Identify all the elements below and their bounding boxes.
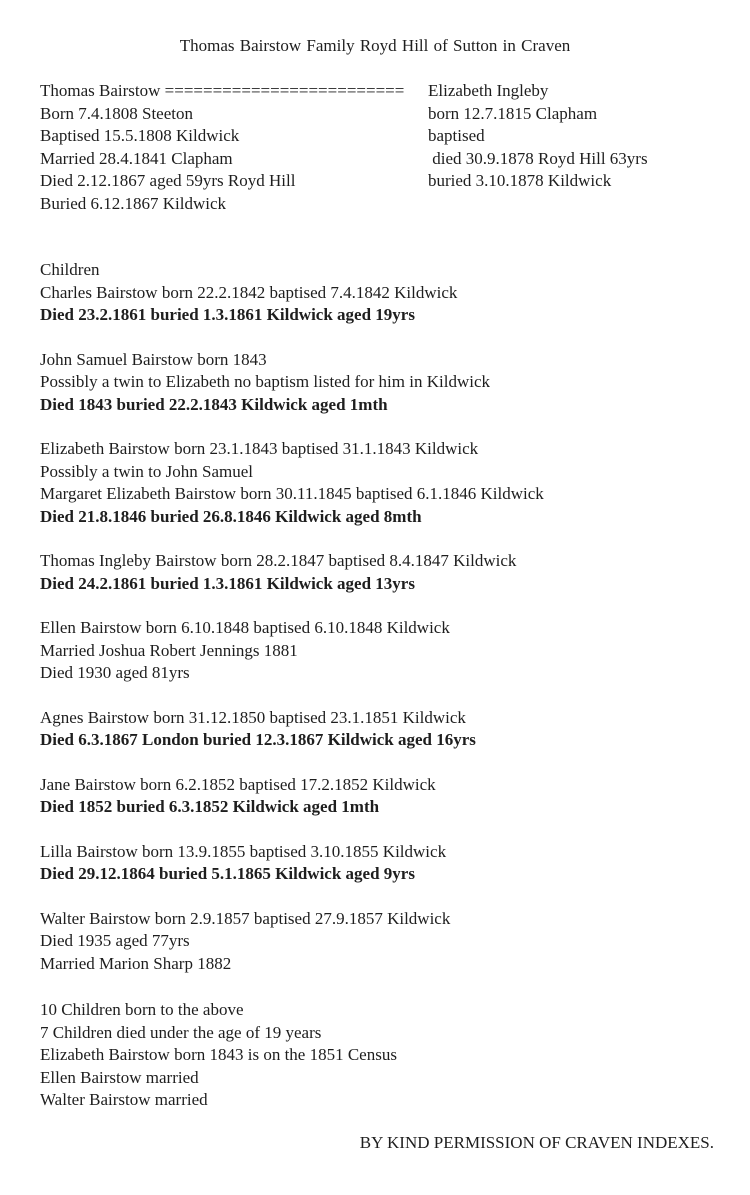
mother-detail: born 12.7.1815 Clapham [428, 103, 598, 123]
parents-row [40, 148, 730, 171]
mother-detail: baptised [428, 126, 485, 145]
children-heading: Children [40, 260, 100, 279]
child-line: John Samuel Bairstow born 1843 [40, 349, 267, 369]
summary-line: 7 Children died under the age of 19 years [40, 1022, 322, 1042]
father-detail: Died 2.12.1867 aged 59yrs Royd Hill [40, 171, 296, 190]
summary-line: 10 Children born to the above [40, 1000, 244, 1019]
child-line: Thomas Ingleby Bairstow born 28.2.1847 baptised 8.4.1847 Kildwick [40, 551, 517, 570]
child-line: Ellen Bairstow born 6.10.1848 baptised 6.10.1848 Kildwick [40, 618, 450, 637]
child-line: Agnes Bairstow born 31.12.1850 baptised 23.1.1851 Kildwick [40, 707, 466, 727]
father-detail: Baptised 15.5.1808 Kildwick [40, 126, 240, 145]
father-detail: Born 7.4.1808 Steeton [40, 103, 193, 123]
child-line: Walter Bairstow born 2.9.1857 baptised 27.9.1857 Kildwick [40, 908, 451, 928]
child-line: Died 1930 aged 81yrs [40, 663, 190, 682]
child-death-line: Died 29.12.1864 buried 5.1.1865 Kildwick aged 9yrs [40, 864, 415, 883]
child-entry [40, 282, 730, 327]
child-entry [40, 774, 730, 819]
child-entry [40, 349, 730, 417]
child-death-line: Died 23.2.1861 buried 1.3.1861 Kildwick aged 19yrs [40, 305, 415, 324]
child-line: Died 1935 aged 77yrs [40, 931, 190, 950]
mother-detail: Elizabeth Ingleby [428, 81, 549, 100]
child-death-line: Died 6.3.1867 London buried 12.3.1867 Kildwick aged 16yrs [40, 730, 476, 749]
child-entry [40, 908, 730, 976]
child-entry [40, 707, 730, 752]
child-line: Margaret Elizabeth Bairstow born 30.11.1845 baptised 6.1.1846 Kildwick [40, 484, 544, 503]
child-entry [40, 841, 730, 886]
child-line: Married Joshua Robert Jennings 1881 [40, 640, 298, 660]
parents-row [40, 125, 730, 148]
child-line: Married Marion Sharp 1882 [40, 953, 232, 973]
parents-section [40, 80, 730, 215]
summary-line: Ellen Bairstow married [40, 1067, 199, 1087]
parents-row [40, 103, 730, 126]
parents-row [40, 80, 730, 103]
children-section [40, 259, 730, 997]
child-entry [40, 438, 730, 528]
summary-line: Walter Bairstow married [40, 1090, 208, 1109]
document-title: Thomas Bairstow Family Royd Hill of Sutton in Craven [179, 36, 571, 55]
father-detail: Buried 6.12.1867 Kildwick [40, 193, 227, 213]
summary-line: Elizabeth Bairstow born 1843 is on the 1851 Census [40, 1045, 397, 1064]
father-detail: Married 28.4.1841 Clapham [40, 148, 233, 168]
child-death-line: Died 1843 buried 22.2.1843 Kildwick aged 1mth [40, 394, 388, 414]
child-line: Lilla Bairstow born 13.9.1855 baptised 3.10.1855 Kildwick [40, 841, 447, 861]
mother-detail: died 30.9.1878 Royd Hill 63yrs [428, 148, 648, 168]
credit-line: BY KIND PERMISSION OF CRAVEN INDEXES. [359, 1133, 714, 1152]
child-line: Charles Bairstow born 22.2.1842 baptised 7.4.1842 Kildwick [40, 282, 458, 302]
child-line: Possibly a twin to Elizabeth no baptism listed for him in Kildwick [40, 372, 490, 391]
children-heading-block [40, 259, 730, 282]
child-entry [40, 617, 730, 685]
child-death-line: Died 24.2.1861 buried 1.3.1861 Kildwick aged 13yrs [40, 573, 415, 593]
parents-row [40, 193, 730, 216]
mother-detail: buried 3.10.1878 Kildwick [428, 171, 612, 190]
summary-section [40, 999, 397, 1112]
child-entry [40, 550, 730, 595]
parents-row [40, 170, 730, 193]
child-line: Possibly a twin to John Samuel [40, 461, 253, 481]
child-line: Jane Bairstow born 6.2.1852 baptised 17.2.1852 Kildwick [40, 774, 436, 794]
child-line: Elizabeth Bairstow born 23.1.1843 baptised 31.1.1843 Kildwick [40, 439, 479, 458]
child-death-line: Died 21.8.1846 buried 26.8.1846 Kildwick aged 8mth [40, 506, 422, 526]
child-death-line: Died 1852 buried 6.3.1852 Kildwick aged 1mth [40, 797, 380, 816]
father-detail: Thomas Bairstow ========================= [40, 81, 405, 100]
